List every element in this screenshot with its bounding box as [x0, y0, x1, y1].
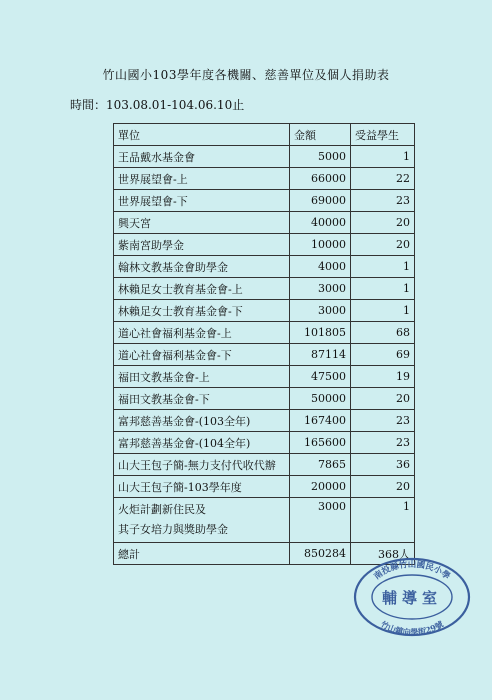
- cell-unit: 道心社會福利基金會-上: [114, 322, 290, 344]
- cell-unit: 興天宮: [114, 212, 290, 234]
- cell-students: 23: [351, 410, 415, 432]
- cell-unit: 山大王包子簡-無力支付代收代辦: [114, 454, 290, 476]
- total-label: 總計: [114, 543, 290, 565]
- cell-students: 22: [351, 168, 415, 190]
- cell-students: 1: [351, 278, 415, 300]
- table-row-special: [114, 498, 415, 543]
- table-row: [114, 278, 415, 300]
- cell-unit: 福田文教基金會-下: [114, 388, 290, 410]
- office-stamp: [352, 555, 472, 637]
- cell-unit: 福田文教基金會-上: [114, 366, 290, 388]
- table-row: [114, 410, 415, 432]
- table-row: [114, 454, 415, 476]
- header-students: 受益學生: [351, 124, 415, 146]
- table-row: [114, 146, 415, 168]
- table-row: [114, 256, 415, 278]
- stamp-bottom-text: 竹山鎮向學街29號: [379, 618, 445, 637]
- stamp-center-text: 輔導室: [381, 589, 443, 607]
- cell-unit-line2: 其子女培力與獎助學金: [118, 523, 228, 536]
- cell-amount: 3000: [290, 498, 351, 543]
- cell-students: 23: [351, 190, 415, 212]
- cell-unit: 世界展望會-下: [114, 190, 290, 212]
- page-title: 竹山國小103學年度各機關、慈善單位及個人捐助表: [102, 68, 390, 82]
- cell-amount: 3000: [290, 300, 351, 322]
- cell-amount: 47500: [290, 366, 351, 388]
- cell-unit: 翰林文教基金會助學金: [114, 256, 290, 278]
- table-row: [114, 388, 415, 410]
- cell-unit: 道心社會福利基金會-下: [114, 344, 290, 366]
- cell-unit-line1: 火炬計劃新住民及: [118, 503, 206, 516]
- cell-amount: 101805: [290, 322, 351, 344]
- cell-amount: 7865: [290, 454, 351, 476]
- cell-amount: 5000: [290, 146, 351, 168]
- date-range: 時間：103.08.01-104.06.10止: [70, 98, 245, 112]
- table-row: [114, 366, 415, 388]
- table-row: [114, 344, 415, 366]
- cell-amount: 4000: [290, 256, 351, 278]
- cell-students: 1: [351, 256, 415, 278]
- table-row: [114, 190, 415, 212]
- cell-students: 1: [351, 300, 415, 322]
- table-header-row: [114, 124, 415, 146]
- cell-students: 23: [351, 432, 415, 454]
- cell-amount: 10000: [290, 234, 351, 256]
- cell-amount: 87114: [290, 344, 351, 366]
- cell-amount: 3000: [290, 278, 351, 300]
- cell-unit: 紫南宮助學金: [114, 234, 290, 256]
- cell-unit: 林賴足女士教育基金會-上: [114, 278, 290, 300]
- cell-unit: 王品戴水基金會: [114, 146, 290, 168]
- cell-students: 68: [351, 322, 415, 344]
- cell-amount: 165600: [290, 432, 351, 454]
- cell-students: 20: [351, 476, 415, 498]
- header-amount: 金額: [290, 124, 351, 146]
- cell-students: 1: [351, 498, 415, 543]
- cell-amount: 167400: [290, 410, 351, 432]
- cell-unit: 山大王包子簡-103學年度: [114, 476, 290, 498]
- cell-students: 20: [351, 212, 415, 234]
- cell-unit: 世界展望會-上: [114, 168, 290, 190]
- table-row: [114, 234, 415, 256]
- cell-unit: 富邦慈善基金會-(103全年): [114, 410, 290, 432]
- table-row: [114, 300, 415, 322]
- cell-amount: 50000: [290, 388, 351, 410]
- cell-students: 19: [351, 366, 415, 388]
- table-row: [114, 476, 415, 498]
- total-students: 368人: [351, 543, 415, 565]
- cell-unit: 富邦慈善基金會-(104全年): [114, 432, 290, 454]
- cell-amount: 40000: [290, 212, 351, 234]
- cell-students: 69: [351, 344, 415, 366]
- table-row: [114, 168, 415, 190]
- cell-students: 20: [351, 234, 415, 256]
- cell-students: 20: [351, 388, 415, 410]
- cell-unit: [114, 498, 290, 543]
- cell-amount: 69000: [290, 190, 351, 212]
- cell-amount: 20000: [290, 476, 351, 498]
- cell-students: 1: [351, 146, 415, 168]
- stamp-outer-text: 南投縣竹山國民小學: [372, 560, 452, 583]
- svg-text:竹山鎮向學街29號: [379, 618, 446, 637]
- table-row: [114, 432, 415, 454]
- header-unit: 單位: [114, 124, 290, 146]
- table-row: [114, 322, 415, 344]
- donation-table: [113, 123, 415, 565]
- table-row: [114, 212, 415, 234]
- svg-text:南投縣竹山國民小學: [372, 559, 453, 582]
- cell-amount: 66000: [290, 168, 351, 190]
- cell-unit: 林賴足女士教育基金會-下: [114, 300, 290, 322]
- total-amount: 850284: [290, 543, 351, 565]
- cell-students: 36: [351, 454, 415, 476]
